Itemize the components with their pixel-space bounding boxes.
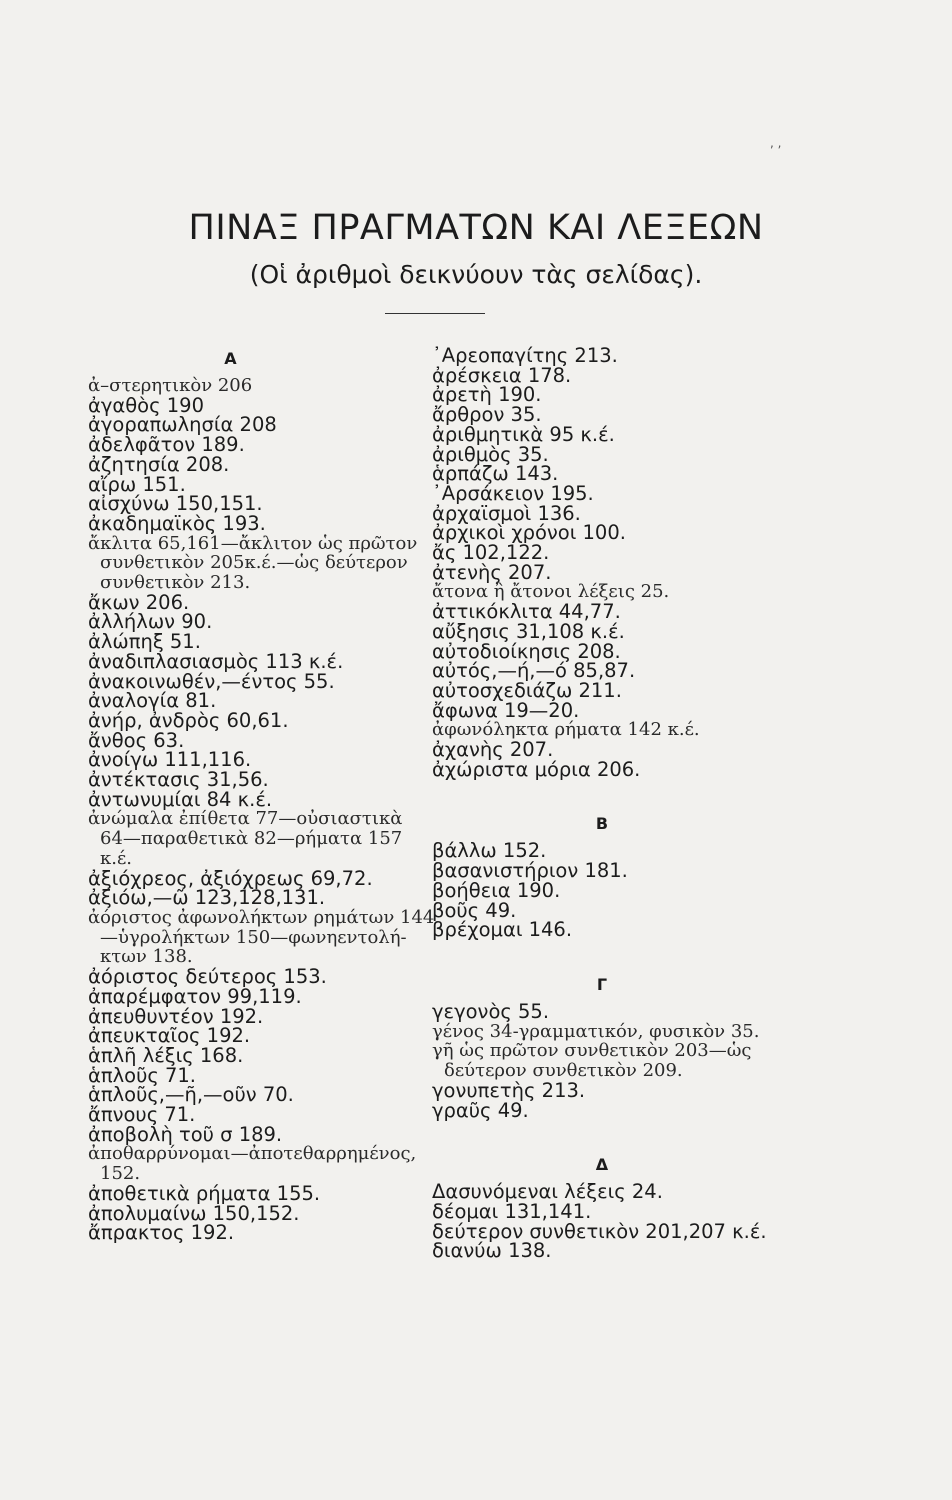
left-entries	[88, 375, 435, 1245]
index-entry: ἀνήρ, ἀνδρὸς 60,61.	[88, 708, 289, 732]
index-entry: ἄπνους 71.	[88, 1103, 196, 1127]
index-entry: κ.έ.	[100, 847, 133, 869]
index-entry: 152.	[100, 1163, 141, 1185]
index-entry: ἀποθαρρύνομαι—ἀποτεθαρρημένος,	[88, 1143, 417, 1165]
corner-mark: , ,	[770, 136, 782, 150]
index-title: ΠΙΝΑΞ ΠΡΑΓΜΑΤΩΝ ΚΑΙ ΛΕΞΕΩΝ	[188, 208, 764, 248]
index-entry: βοῦς 49.	[432, 898, 517, 922]
index-entry: αἰσχύνω 150,151.	[88, 492, 263, 516]
index-entry: —ὑγρολήκτων 150—φωνηεντολή-	[100, 926, 407, 948]
index-entry: ἁπλοῦς 71.	[88, 1063, 197, 1087]
index-entry: ἀπευκταῖος 192.	[88, 1024, 251, 1048]
index-entry: ἀριθμὸς 35.	[432, 442, 549, 466]
left-column	[88, 342, 435, 1245]
index-entry: ἀφωνόληκτα ρήματα 142 κ.έ.	[432, 719, 700, 741]
index-entry: ἀχανὴς 207.	[432, 738, 554, 762]
index-entry: βοήθεια 190.	[432, 878, 561, 902]
index-entry: ἁρπάζω 143.	[432, 462, 559, 486]
index-entry: ἀόριστος ἀφωνολήκτων ρημάτων 144	[88, 906, 435, 928]
index-entry: γεγονὸς 55.	[432, 999, 550, 1023]
section-letter: Γ	[596, 974, 608, 994]
index-entry: ἀριθμητικὰ 95 κ.έ.	[432, 422, 615, 446]
index-entry: αὐτοδιοίκησις 208.	[432, 639, 621, 663]
index-entry: ἄτονα ἢ ἄτονοι λέξεις 25.	[432, 581, 670, 603]
index-entry: ἀόριστος δεύτερος 153.	[88, 965, 327, 989]
index-entry: ἀνακοινωθέν,—έντος 55.	[88, 669, 335, 693]
index-entry: γονυπετὴς 213.	[432, 1078, 586, 1102]
index-entry: ἀντέκτασις 31,56.	[88, 768, 269, 792]
index-entry: δέομαι 131,141.	[432, 1199, 592, 1223]
index-entry: ἀναδιπλασιασμὸς 113 κ.έ.	[88, 649, 344, 673]
index-entry: συνθετικὸν 213.	[100, 572, 251, 594]
section-gap	[432, 779, 802, 807]
index-entry: γένος 34-γραμματικόν, φυσικὸν 35.	[432, 1020, 760, 1042]
index-entry: δεύτερον συνθετικὸν 201,207 κ.έ.	[432, 1219, 767, 1243]
right-column	[432, 342, 802, 1261]
index-entry: ἀζητησία 208.	[88, 452, 230, 476]
index-entry: ᾿Αρεοπαγίτης 213.	[432, 344, 618, 367]
index-entry: ἀλλήλων 90.	[88, 610, 213, 634]
index-entry: ἀγαθὸς 190	[88, 393, 204, 417]
index-entry: ἀντωνυμίαι 84 κ.έ.	[88, 787, 273, 811]
index-entry: ᾿Αρσάκειον 195.	[432, 481, 594, 505]
index-entry: βάλλω 152.	[432, 839, 547, 863]
index-entry: ἀκαδημαϊκὸς 193.	[88, 511, 266, 535]
section-gap	[432, 940, 802, 968]
index-entry: γραῦς 49.	[432, 1098, 529, 1122]
index-entry: αὐτοσχεδιάζω 211.	[432, 678, 622, 702]
section-letter: Α	[224, 349, 237, 368]
index-entry: βρέχομαι 146.	[432, 918, 573, 942]
index-entry: δεύτερον συνθετικὸν 209.	[444, 1060, 683, 1082]
index-subtitle: (Οἱ ἀριθμοὶ δεικνύουν τὰς σελίδας).	[249, 260, 703, 289]
index-entry: ἀλώπηξ 51.	[88, 630, 201, 654]
index-entry: αὐτός,—ή,—ό 85,87.	[432, 659, 636, 683]
index-entry: κτων 138.	[100, 946, 193, 968]
index-entry: ἁπλῆ λέξις 168.	[88, 1043, 244, 1067]
title-rule	[385, 313, 485, 314]
section-gap	[432, 1120, 802, 1148]
index-entry: ἀπευθυντέον 192.	[88, 1004, 264, 1028]
index-entry: Δασυνόμεναι λέξεις 24.	[432, 1180, 663, 1204]
index-entry: ἀττικόκλιτα 44,77.	[432, 600, 621, 624]
index-entry: ἀναλογία 81.	[88, 689, 217, 713]
index-entry: ἄνθος 63.	[88, 728, 185, 752]
index-entry: ἁπλοῦς,—ῆ,—οῦν 70.	[88, 1083, 294, 1107]
index-entry: ἀξιόω,—ῶ 123,128,131.	[88, 886, 326, 910]
index-entry: ἄπρακτος 192.	[88, 1221, 235, 1245]
index-entry: ἀρχικοὶ χρόνοι 100.	[432, 521, 626, 545]
index-entry: αὔξησις 31,108 κ.έ.	[432, 619, 625, 643]
index-entry: ἀποθετικὰ ρήματα 155.	[88, 1181, 321, 1205]
index-entry: ἀρέσκεια 178.	[432, 363, 572, 387]
index-entry: γῆ ὡς πρῶτον συνθετικὸν 203—ὡς	[432, 1040, 752, 1062]
index-entry: ἀδελφᾶτον 189.	[88, 433, 245, 457]
index-entry: ἀνοίγω 111,116.	[88, 748, 252, 772]
index-entry: ἄκων 206.	[88, 590, 190, 614]
index-entry: ἀρετὴ 190.	[432, 383, 542, 407]
index-entry: 64—παραθετικὰ 82—ρήματα 157	[100, 828, 403, 850]
index-entry: ἀχώριστα μόρια 206.	[432, 757, 641, 781]
index-entry: διανύω 138.	[432, 1239, 552, 1263]
index-entry: ἀξιόχρεος, ἀξιόχρεως 69,72.	[88, 866, 373, 890]
index-entry: ἀγοραπωλησία 208	[88, 413, 277, 437]
index-entry: ἄς 102,122.	[432, 541, 550, 565]
section-letter: Δ	[595, 1155, 609, 1175]
section-letter: Β	[595, 814, 609, 834]
index-entry: συνθετικὸν 205κ.έ.—ὡς δεύτερον	[100, 552, 408, 574]
index-entry: ἀπολυμαίνω 150,152.	[88, 1201, 300, 1225]
index-entry: ἀρχαϊσμοὶ 136.	[432, 501, 581, 525]
index-entry: ἀτενὴς 207.	[432, 560, 552, 584]
index-entry: ἀ–στερητικὸν 206	[88, 375, 253, 396]
index-entry: βασανιστήριον 181.	[432, 859, 628, 883]
index-entry: ἀποβολὴ τοῦ σ 189.	[88, 1122, 283, 1146]
index-entry: αἴρω 151.	[88, 472, 186, 496]
index-entry: ἀπαρέμφατον 99,119.	[88, 984, 302, 1008]
index-entry: ἄκλιτα 65,161—ἄκλιτον ὡς πρῶτον	[88, 532, 418, 554]
index-entry: ἄρθρον 35.	[432, 403, 542, 427]
index-entry: ἀνώμαλα ἐπίθετα 77—οὐσιαστικὰ	[88, 808, 403, 830]
index-entry: ἄφωνα 19—20.	[432, 698, 580, 722]
